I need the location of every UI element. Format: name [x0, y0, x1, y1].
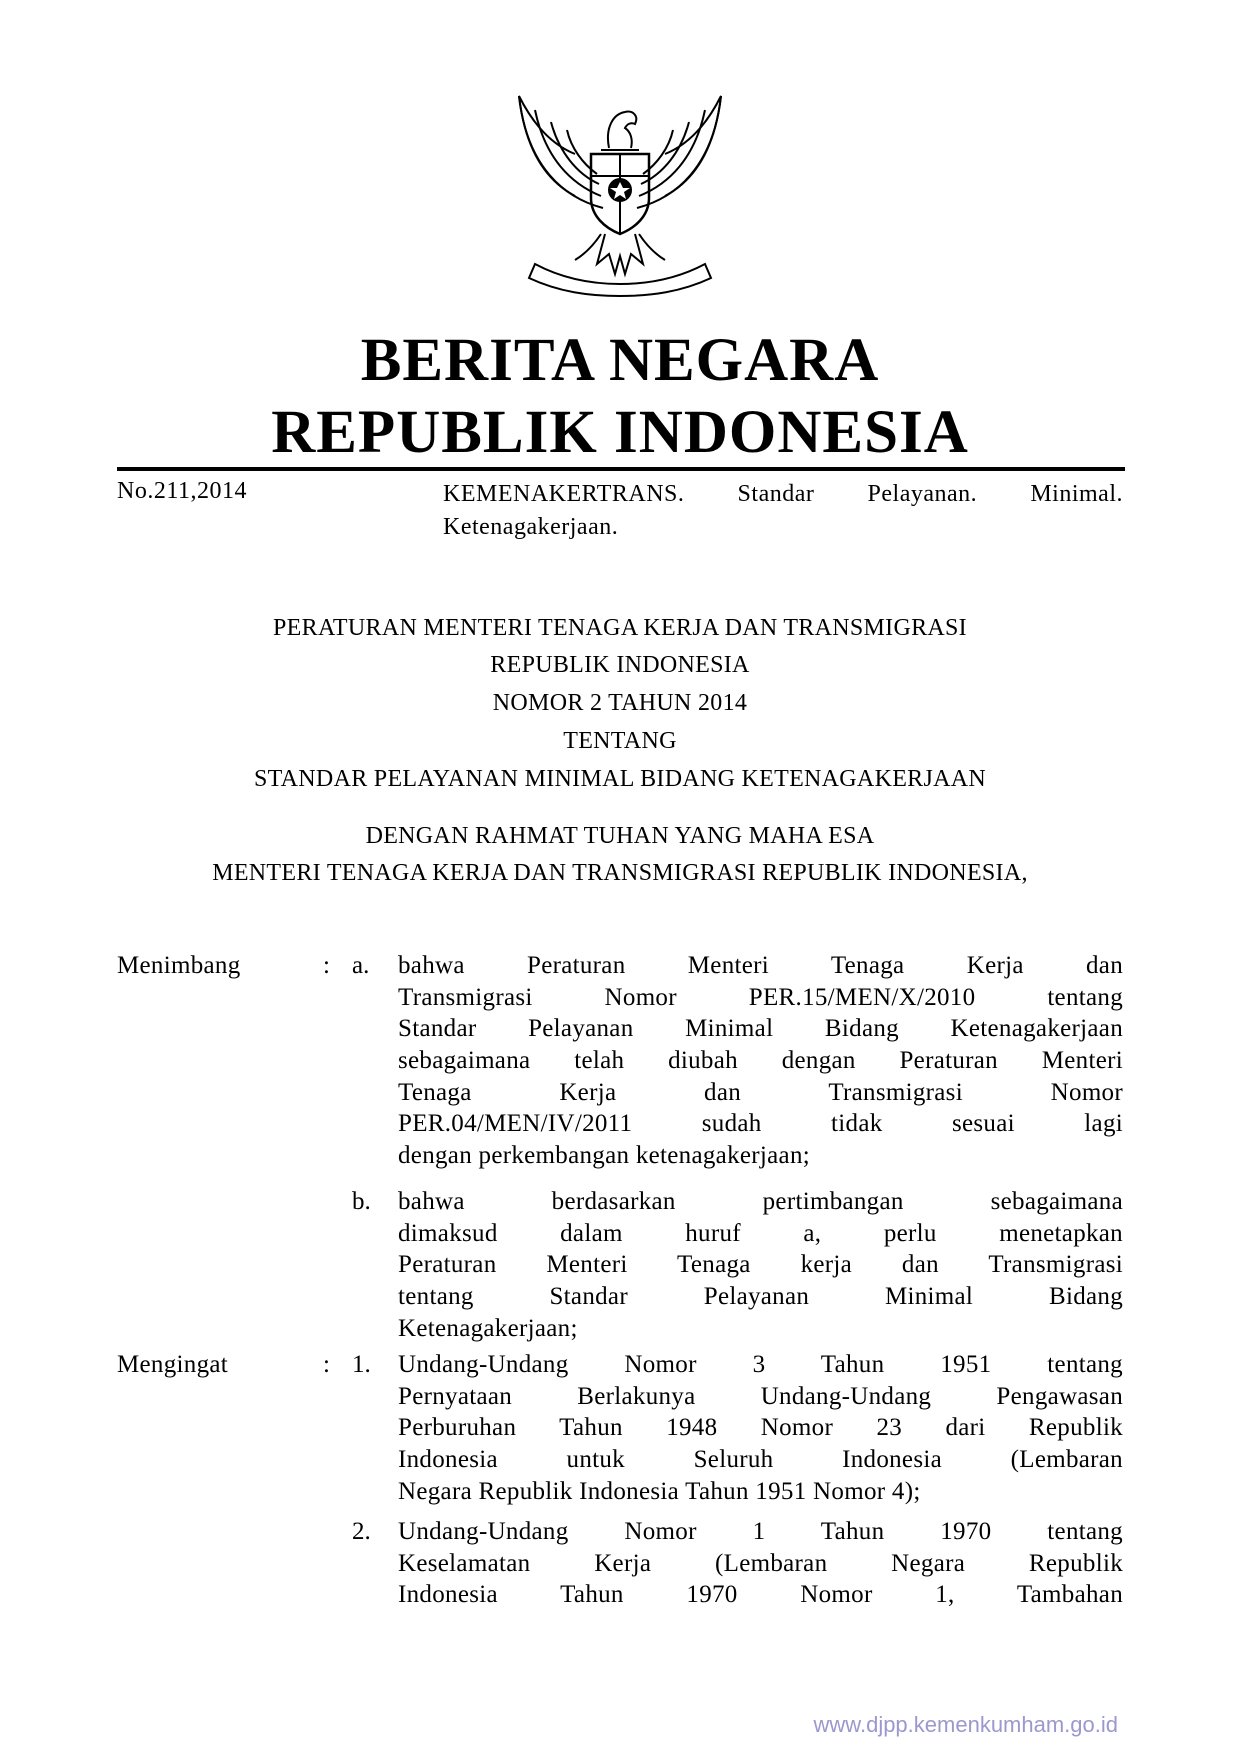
paragraph-line: Standar Pelayanan Minimal Bidang Ketenagakerjaan	[398, 1015, 1123, 1043]
issue-number: No.211,2014	[117, 478, 247, 504]
paragraph-line: Undang-Undang Nomor 3 Tahun 1951 tentang	[398, 1351, 1123, 1378]
garuda-emblem-icon	[505, 88, 735, 300]
paragraph-line: Perburuhan Tahun 1948 Nomor 23 dari Republik	[398, 1414, 1123, 1442]
issue-subject-line: Ketenagakerjaan.	[443, 514, 619, 540]
paragraph-line: PER.04/MEN/IV/2011 sudah tidak sesuai lagi	[398, 1110, 1123, 1138]
paragraph-line: Indonesia Tahun 1970 Nomor 1, Tambahan	[398, 1581, 1123, 1609]
paragraph-line: Pernyataan Berlakunya Undang-Undang Pengawasan	[398, 1382, 1123, 1410]
mengingat-label: Mengingat	[117, 1351, 229, 1378]
mengingat-colon: :	[323, 1351, 330, 1378]
item-marker: a.	[352, 952, 370, 979]
paragraph-line: tentang Standar Pelayanan Minimal Bidang	[398, 1283, 1123, 1311]
preamble-line: MENTERI TENAGA KERJA DAN TRANSMIGRASI REPUBLIK INDONESIA,	[212, 860, 1028, 886]
paragraph-line: Keselamatan Kerja (Lembaran Negara Republik	[398, 1549, 1123, 1577]
paragraph-line: dengan perkembangan ketenagakerjaan;	[398, 1142, 810, 1170]
regulation-number: NOMOR 2 TAHUN 2014	[492, 690, 748, 716]
regulation-country: REPUBLIK INDONESIA	[490, 652, 750, 678]
regulation-title: PERATURAN MENTERI TENAGA KERJA DAN TRANSMIGRASI	[273, 615, 967, 641]
paragraph-line: Transmigrasi Nomor PER.15/MEN/X/2010 tentang	[398, 983, 1123, 1011]
paragraph-line: sebagaimana telah diubah dengan Peraturan Menteri	[398, 1047, 1123, 1075]
menimbang-item-b	[398, 1186, 1123, 1344]
paragraph-line: Negara Republik Indonesia Tahun 1951 Nomor 4);	[398, 1477, 921, 1505]
regulation-subject: STANDAR PELAYANAN MINIMAL BIDANG KETENAGAKERJAAN	[253, 766, 987, 792]
paragraph-line: Tenaga Kerja dan Transmigrasi Nomor	[398, 1078, 1123, 1106]
issue-subject	[443, 478, 1123, 544]
preamble-line: DENGAN RAHMAT TUHAN YANG MAHA ESA	[365, 823, 875, 849]
issue-subject-line: KEMENAKERTRANS. Standar Pelayanan. Minimal.	[443, 481, 1123, 507]
paragraph-line: Undang-Undang Nomor 1 Tahun 1970 tentang	[398, 1518, 1123, 1545]
item-marker: 1.	[352, 1351, 371, 1378]
paragraph-line: Ketenagakerjaan;	[398, 1314, 578, 1342]
regulation-about-label: TENTANG	[563, 728, 677, 754]
menimbang-item-a	[398, 950, 1123, 1172]
menimbang-label: Menimbang	[117, 952, 241, 979]
masthead-divider	[117, 467, 1125, 471]
masthead-subtitle: REPUBLIK INDONESIA	[271, 399, 969, 466]
item-marker: 2.	[352, 1518, 371, 1545]
paragraph-line: bahwa berdasarkan pertimbangan sebagaimana	[398, 1188, 1123, 1215]
paragraph-line: Peraturan Menteri Tenaga kerja dan Transmigrasi	[398, 1251, 1123, 1279]
mengingat-item-2	[398, 1516, 1123, 1611]
paragraph-line: bahwa Peraturan Menteri Tenaga Kerja dan	[398, 952, 1123, 979]
masthead-title: BERITA NEGARA	[360, 327, 880, 394]
item-marker: b.	[352, 1188, 371, 1215]
menimbang-colon: :	[323, 952, 330, 979]
paragraph-line: Indonesia untuk Seluruh Indonesia (Lembaran	[398, 1446, 1123, 1474]
mengingat-item-1	[398, 1349, 1123, 1507]
footer-url-link[interactable]: www.djpp.kemenkumham.go.id	[813, 1712, 1118, 1737]
paragraph-line: dimaksud dalam huruf a, perlu menetapkan	[398, 1219, 1123, 1247]
